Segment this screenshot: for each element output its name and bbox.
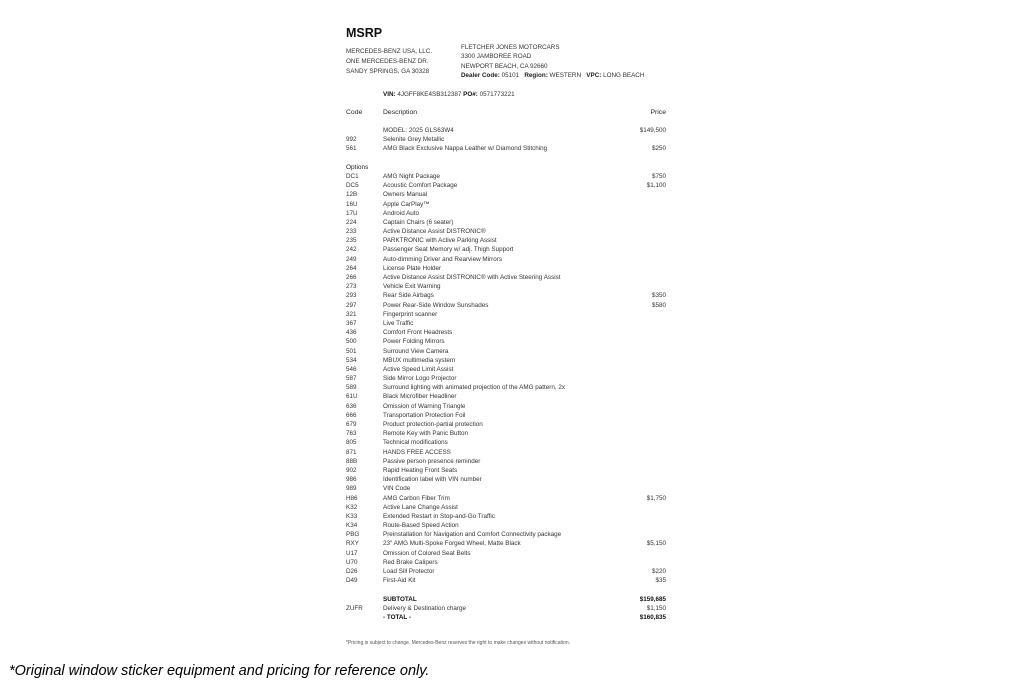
header-price: Price <box>650 109 666 116</box>
item-code: 264 <box>346 264 357 272</box>
item-code: 224 <box>346 218 357 226</box>
item-code: 902 <box>346 466 357 474</box>
item-description: Preinstallation for Navigation and Comfort Connectivity package <box>383 531 562 539</box>
vin-label: VIN: <box>383 91 396 98</box>
line-item <box>346 411 668 420</box>
line-item <box>346 374 668 383</box>
line-item <box>346 255 668 264</box>
item-code: 805 <box>346 439 357 447</box>
item-description: Product protection-partial protection <box>383 421 483 428</box>
vpc-label: VPC: <box>586 72 602 80</box>
item-description: Active Speed Limit Assist <box>383 365 454 373</box>
item-price: $750 <box>651 172 666 180</box>
item-code: 636 <box>346 402 357 410</box>
item-description: Surround lighting with animated projection of the AMG pattern, 2x <box>383 384 566 392</box>
item-code: 233 <box>346 228 357 236</box>
item-description: First-Aid Kit <box>383 577 416 585</box>
item-description: Fingerprint scanner <box>383 310 438 318</box>
header-description: Description <box>383 109 417 116</box>
item-description: License Plate Holder <box>383 264 442 272</box>
line-item <box>346 273 668 282</box>
item-price: $1,750 <box>646 494 666 502</box>
line-item <box>346 402 668 411</box>
region-label: Region: <box>524 72 548 80</box>
line-item <box>346 245 668 254</box>
manufacturer-street: ONE MERCEDES-BENZ DR. <box>346 58 429 65</box>
item-description: AMG Night Package <box>383 172 441 180</box>
dealer-street: 3300 JAMBOREE ROAD <box>461 53 532 61</box>
item-description: Side Mirror Logo Projector <box>383 375 457 383</box>
dealer-code-label: Dealer Code: <box>461 72 500 80</box>
vin-line <box>383 91 515 98</box>
item-code: 871 <box>346 448 357 456</box>
line-item <box>346 558 668 567</box>
item-description: Route-Based Speed Action <box>383 522 459 530</box>
line-item <box>346 392 668 401</box>
item-price: $160,835 <box>639 613 666 621</box>
item-description: Active Distance Assist DISTRONIC® with Active Steering Assist <box>383 274 561 281</box>
item-code: 666 <box>346 411 357 419</box>
item-code: 16U <box>346 200 358 208</box>
line-item <box>346 282 668 291</box>
item-price: $159,685 <box>639 595 666 603</box>
line-item <box>346 429 668 438</box>
vpc: LONG BEACH <box>603 72 645 80</box>
item-price: $350 <box>651 292 666 300</box>
item-description: Surround View Camera <box>383 347 449 355</box>
item-description: Active Lane Change Assist <box>383 503 458 511</box>
region: WESTERN <box>549 72 582 80</box>
po-number: 0571773221 <box>479 91 515 98</box>
item-code: 12B <box>346 191 358 199</box>
line-item <box>346 347 668 356</box>
line-item <box>346 144 668 153</box>
item-description: Power Rear-Side Window Sunshades <box>383 301 489 309</box>
line-item <box>346 512 668 521</box>
item-price: $5,150 <box>646 540 666 548</box>
item-description: Identification label with VIN number <box>383 476 482 484</box>
item-description: Live Traffic <box>383 319 414 327</box>
line-item <box>346 604 668 613</box>
item-code: DC5 <box>346 182 359 190</box>
line-item <box>346 310 668 319</box>
header-code: Code <box>346 109 363 116</box>
item-code: 293 <box>346 292 357 300</box>
manufacturer-name: MERCEDES-BENZ USA, LLC. <box>346 48 433 55</box>
item-price: $1,100 <box>646 182 666 190</box>
line-item <box>346 438 668 447</box>
line-item <box>346 126 668 135</box>
line-item <box>346 328 668 337</box>
item-description: Captain Chairs (6 seater) <box>383 218 454 226</box>
line-item <box>346 181 668 190</box>
line-item <box>346 448 668 457</box>
item-code: 763 <box>346 430 357 438</box>
line-item <box>346 576 668 585</box>
dealer-address <box>461 43 644 81</box>
item-code: DC1 <box>346 172 359 180</box>
item-code: 500 <box>346 338 357 346</box>
item-description: Red Brake Calipers <box>383 558 438 566</box>
line-item <box>346 549 668 558</box>
line-item <box>346 457 668 466</box>
item-code: 589 <box>346 384 357 392</box>
line-item <box>346 227 668 236</box>
item-code: U70 <box>346 558 358 566</box>
item-description: Power Folding Mirrors <box>383 338 445 346</box>
item-code: 367 <box>346 319 357 327</box>
pricing-note: *Pricing is subject to change. Mercedes-Benz reserves the right to make changes without notification. <box>346 640 571 646</box>
page-title: MSRP <box>346 26 383 40</box>
line-item <box>346 337 668 346</box>
item-code: 273 <box>346 283 357 291</box>
item-description: MBUX multimedia system <box>383 356 456 364</box>
item-code: 235 <box>346 237 357 245</box>
item-code: 61U <box>346 393 358 401</box>
item-description: HANDS FREE ACCESS <box>383 448 451 456</box>
line-item <box>346 475 668 484</box>
item-description: SUBTOTAL <box>383 595 417 603</box>
item-code: PBG <box>346 531 360 539</box>
line-item <box>346 539 668 548</box>
manufacturer-city: SANDY SPRINGS, GA 30328 <box>346 68 430 75</box>
line-item <box>346 190 668 199</box>
item-description: Omission of Warning Triangle <box>383 402 466 410</box>
line-item <box>346 291 668 300</box>
item-code: 561 <box>346 145 357 153</box>
item-description: Black Microfiber Headliner <box>383 393 457 401</box>
item-description: Delivery & Destination charge <box>383 604 466 612</box>
line-item <box>346 264 668 273</box>
line-item <box>346 236 668 245</box>
item-description: Transportation Protection Foil <box>383 411 466 419</box>
line-item <box>346 383 668 392</box>
item-description: VIN Code <box>383 485 411 493</box>
item-description: Rapid Heating Front Seats <box>383 466 458 474</box>
line-item <box>346 494 668 503</box>
item-description: 23" AMG Multi-Spoke Forged Wheel, Matte Black <box>383 540 521 548</box>
section-heading <box>346 163 668 172</box>
item-code: 986 <box>346 476 357 484</box>
item-code: 242 <box>346 246 357 254</box>
item-description: AMG Black Exclusive Nappa Leather w/ Diamond Stitching <box>383 145 548 153</box>
item-code: K33 <box>346 512 358 520</box>
item-code: Options <box>346 163 369 171</box>
item-description: Apple CarPlay™ <box>383 200 430 208</box>
item-code: ZUFR <box>346 604 363 612</box>
item-description: AMG Carbon Fiber Trim <box>383 494 450 502</box>
item-description: Auto-dimming Driver and Rearview Mirrors <box>383 255 502 263</box>
line-item <box>346 567 668 576</box>
manufacturer-address <box>346 47 432 77</box>
line-item <box>346 301 668 310</box>
item-description: Remote Key with Panic Button <box>383 430 469 438</box>
vin: 4JGFF8KE4SB312387 <box>397 91 462 98</box>
item-description: Omission of Colored Seat Belts <box>383 549 471 557</box>
item-code: RXY <box>346 540 359 548</box>
line-item <box>346 365 668 374</box>
item-price: $580 <box>651 301 666 309</box>
item-code: D49 <box>346 577 358 585</box>
line-item <box>346 200 668 209</box>
item-code: 534 <box>346 356 357 364</box>
dealer-code: 05101 <box>501 72 520 80</box>
item-description: PARKTRONIC with Active Parking Assist <box>383 237 497 245</box>
line-item <box>346 209 668 218</box>
item-description: - TOTAL - <box>383 613 411 621</box>
item-code: 321 <box>346 310 357 318</box>
item-code: H86 <box>346 494 358 502</box>
item-code: 297 <box>346 301 357 309</box>
item-description: Acoustic Comfort Package <box>383 182 458 190</box>
item-description: Technical modifications <box>383 439 448 447</box>
item-code: 679 <box>346 421 357 428</box>
item-code: 992 <box>346 136 357 144</box>
item-description: MODEL: 2025 GLS63W4 <box>383 127 454 134</box>
line-item <box>346 356 668 365</box>
item-code: 989 <box>346 485 357 493</box>
dealer-name: FLETCHER JONES MOTORCARS <box>461 44 560 51</box>
item-price: $250 <box>651 145 666 153</box>
line-items <box>346 126 668 622</box>
item-code: D26 <box>346 568 358 575</box>
item-description: Vehicle Exit Warning <box>383 283 441 291</box>
line-item <box>346 218 668 227</box>
item-description: Load Sill Protector <box>383 568 435 575</box>
item-code: U17 <box>346 549 358 557</box>
line-item <box>346 503 668 512</box>
item-code: 17U <box>346 209 358 217</box>
spacer <box>346 585 668 594</box>
po-label: PO#: <box>463 91 478 98</box>
line-item <box>346 319 668 328</box>
line-item <box>346 420 668 429</box>
item-description: Extended Restart in Stop-and-Go Traffic <box>383 512 495 520</box>
item-code: 546 <box>346 365 357 373</box>
item-description: Comfort Front Headrests <box>383 329 453 337</box>
footnote: *Original window sticker equipment and pricing for reference only. <box>9 663 430 679</box>
item-description: Active Distance Assist DISTRONIC® <box>383 228 486 236</box>
line-item <box>346 466 668 475</box>
item-description: Passive person presence reminder <box>383 457 481 465</box>
line-item <box>346 135 668 144</box>
line-item <box>346 172 668 181</box>
item-code: 587 <box>346 375 357 383</box>
item-description: Selenite Grey Metallic <box>383 136 445 144</box>
line-item <box>346 613 668 622</box>
item-description: Passenger Seat Memory w/ adj. Thigh Support <box>383 246 514 254</box>
line-item <box>346 595 668 604</box>
item-description: Rear Side Airbags <box>383 292 434 300</box>
item-price: $35 <box>655 577 666 585</box>
item-description: Owners Manual <box>383 191 428 199</box>
line-item <box>346 521 668 530</box>
item-code: 88B <box>346 457 358 465</box>
item-code: 436 <box>346 329 357 337</box>
line-item <box>346 484 668 493</box>
spacer <box>346 154 668 163</box>
item-description: Android Auto <box>383 209 420 217</box>
line-item <box>346 530 668 539</box>
dealer-city: NEWPORT BEACH, CA 92660 <box>461 62 548 70</box>
item-code: 501 <box>346 347 357 355</box>
item-code: 266 <box>346 274 357 281</box>
item-code: K34 <box>346 522 358 530</box>
item-price: $1,150 <box>646 604 666 612</box>
item-price: $149,500 <box>639 127 666 134</box>
item-price: $220 <box>651 568 666 575</box>
dealer-codes <box>461 71 644 80</box>
item-code: 249 <box>346 255 357 263</box>
item-code: K32 <box>346 503 358 511</box>
